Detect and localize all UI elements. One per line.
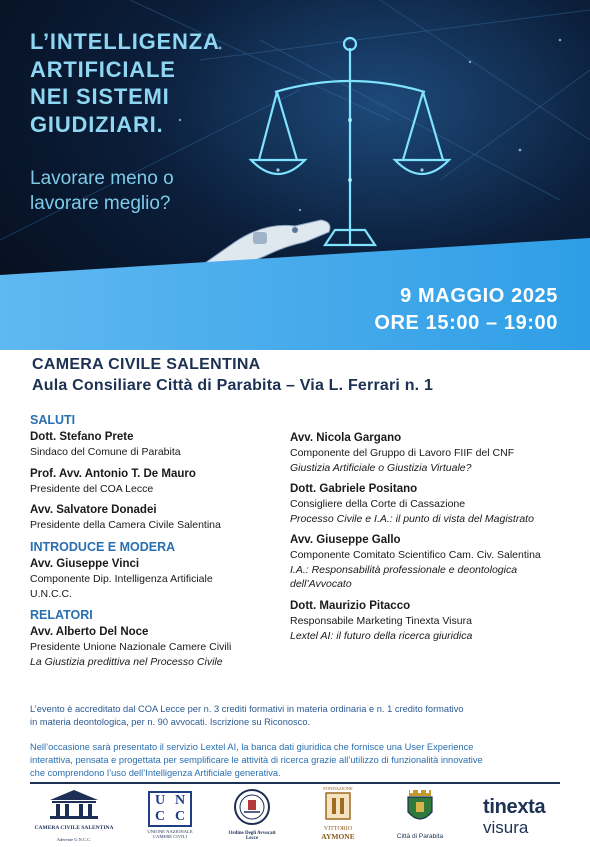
lextel-line: interattiva, pensata e progettata per semplificare le attività di ricerca grazie all’utilizzo di funzionalità innovative: [30, 755, 483, 766]
speaker-name: Avv. Salvatore Donadei: [30, 504, 157, 517]
event-title-line: NEI SISTEMI: [30, 84, 170, 109]
accreditation-note: [30, 703, 565, 729]
speaker-entry: [30, 467, 285, 497]
program-left-column: [30, 413, 285, 676]
logo-caption: Città di Parabita: [396, 833, 444, 840]
speaker-name: Dott. Gabriele Positano: [290, 483, 418, 496]
speaker-entry: [30, 430, 285, 460]
logo-camera-civile-salentina: [34, 788, 114, 842]
program-right-column: [290, 431, 580, 650]
speaker-role: Componente Dip. Intelligenza Artificiale: [30, 573, 213, 586]
speaker-role: Consigliere della Corte di Cassazione: [290, 498, 466, 511]
logo-caption: Lecce: [245, 836, 259, 841]
logo-caption: UNIONE NAZIONALE: [147, 829, 193, 834]
venue-address: Aula Consiliare Città di Parabita – Via L. Ferrari n. 1: [32, 377, 434, 394]
logo-caption: CAMERA CIVILE SALENTINA: [34, 825, 114, 831]
organizer-name: CAMERA CIVILE SALENTINA: [32, 356, 261, 373]
speaker-entry: [290, 533, 580, 592]
event-title-line: L’INTELLIGENZA: [30, 29, 220, 54]
speaker-name: Dott. Maurizio Pitacco: [290, 599, 411, 612]
speaker-entry: [290, 482, 580, 526]
speaker-role: U.N.C.C.: [30, 587, 72, 600]
logo-caption: AYMONE: [321, 832, 355, 841]
logo-uncc: [145, 791, 195, 839]
speaker-name: Prof. Avv. Antonio T. De Mauro: [30, 467, 196, 480]
section-heading-saluti: SALUTI: [30, 413, 76, 427]
footer-divider: [30, 782, 560, 784]
hero-banner: [0, 0, 590, 350]
speaker-entry: [30, 625, 285, 669]
event-title-line: GIUDIZIARI.: [30, 111, 164, 137]
talk-title: Lextel AI: il futuro della ricerca giuridica: [290, 629, 473, 642]
event-title-line: ARTIFICIALE: [30, 56, 176, 82]
talk-title: Processo Civile e I.A.: il punto di vista del Magistrato: [290, 512, 534, 525]
courthouse-icon: [34, 788, 114, 820]
event-date: 9 MAGGIO 2025: [400, 285, 558, 307]
venue-block: [32, 356, 562, 395]
speaker-name: Avv. Giuseppe Vinci: [30, 557, 140, 570]
uncc-emblem: [148, 791, 192, 827]
logo-caption: VITTORIO: [323, 826, 353, 832]
event-subtitle-line: Lavorare meno o: [30, 168, 174, 189]
accreditation-line: in materia deontologica, per n. 90 avvocati. Iscrizione su Riconosco.: [30, 717, 311, 728]
logo-ordine-avvocati-lecce: [217, 788, 287, 841]
logo-caption: FONDAZIONE: [323, 786, 353, 791]
visura-wordmark: visura: [483, 818, 529, 837]
logo-caption: Ordine Degli Avvocati: [228, 831, 276, 836]
speaker-role: Responsabile Marketing Tinexta Visura: [290, 615, 472, 628]
logo-citta-di-parabita: [390, 790, 450, 840]
accreditation-line: L’evento è accreditato dal COA Lecce per n. 3 crediti formativi in materia ordinaria e n. 1 credito formativo: [30, 704, 464, 714]
event-date-time: [374, 283, 558, 336]
speaker-role: Componente del Gruppo di Lavoro FIIF del CNF: [290, 447, 515, 460]
event-subtitle-line: lavorare meglio?: [30, 193, 171, 215]
fondazione-emblem-icon: [313, 791, 363, 821]
speaker-entry: [30, 557, 285, 601]
speaker-role: Presidente del COA Lecce: [30, 482, 154, 495]
speaker-role: Componente Comitato Scientifico Cam. Civ. Salentina: [290, 549, 541, 562]
speaker-name: Avv. Alberto Del Noce: [30, 626, 149, 639]
section-heading-relatori: RELATORI: [30, 608, 93, 623]
talk-title: dell’Avvocato: [290, 578, 352, 591]
speaker-entry: [30, 503, 285, 533]
speaker-name: Dott. Stefano Prete: [30, 431, 134, 443]
speaker-role: Presidente della Camera Civile Salentina: [30, 519, 221, 532]
speaker-entry: [290, 599, 580, 643]
logo-caption: CAMERE CIVILI: [152, 834, 188, 839]
uncc-letter: C: [174, 809, 186, 824]
lextel-note: [30, 741, 565, 781]
speaker-role: Sindaco del Comune di Parabita: [30, 446, 181, 459]
section-heading-introduce: INTRODUCE E MODERA: [30, 539, 176, 554]
tinexta-wordmark: tinexta: [483, 796, 546, 818]
talk-title: La Giustizia predittiva nel Processo Civile: [30, 655, 223, 668]
speaker-name: Avv. Giuseppe Gallo: [290, 534, 401, 547]
logo-fondazione-aymone: [313, 786, 363, 841]
parabita-coat-of-arms-icon: [390, 790, 450, 828]
lextel-line: Nell’occasione sarà presentato il servizio Lextel AI, la banca dati giuridica che fornisce una User Experience: [30, 742, 474, 752]
talk-title: I.A.: Responsabilità professionale e deontologica: [290, 563, 518, 576]
logo-caption: Aderente U.N.C.C.: [56, 837, 92, 842]
uncc-letter: C: [154, 809, 166, 824]
lextel-line: che comprendono l’uso dell’Intelligenza Artificiale generativa.: [30, 768, 281, 779]
logo-tinexta-visura: [483, 797, 568, 839]
uncc-letter: U: [154, 793, 166, 808]
event-time: ORE 15:00 – 19:00: [374, 311, 558, 334]
speaker-role: Presidente Unione Nazionale Camere Civili: [30, 641, 232, 654]
ordine-seal-icon: [217, 788, 287, 826]
talk-title: Giustizia Artificiale o Giustizia Virtuale?: [290, 461, 472, 474]
speaker-name: Avv. Nicola Gargano: [290, 432, 402, 444]
speaker-entry: [290, 431, 580, 475]
uncc-letter: N: [174, 793, 186, 808]
